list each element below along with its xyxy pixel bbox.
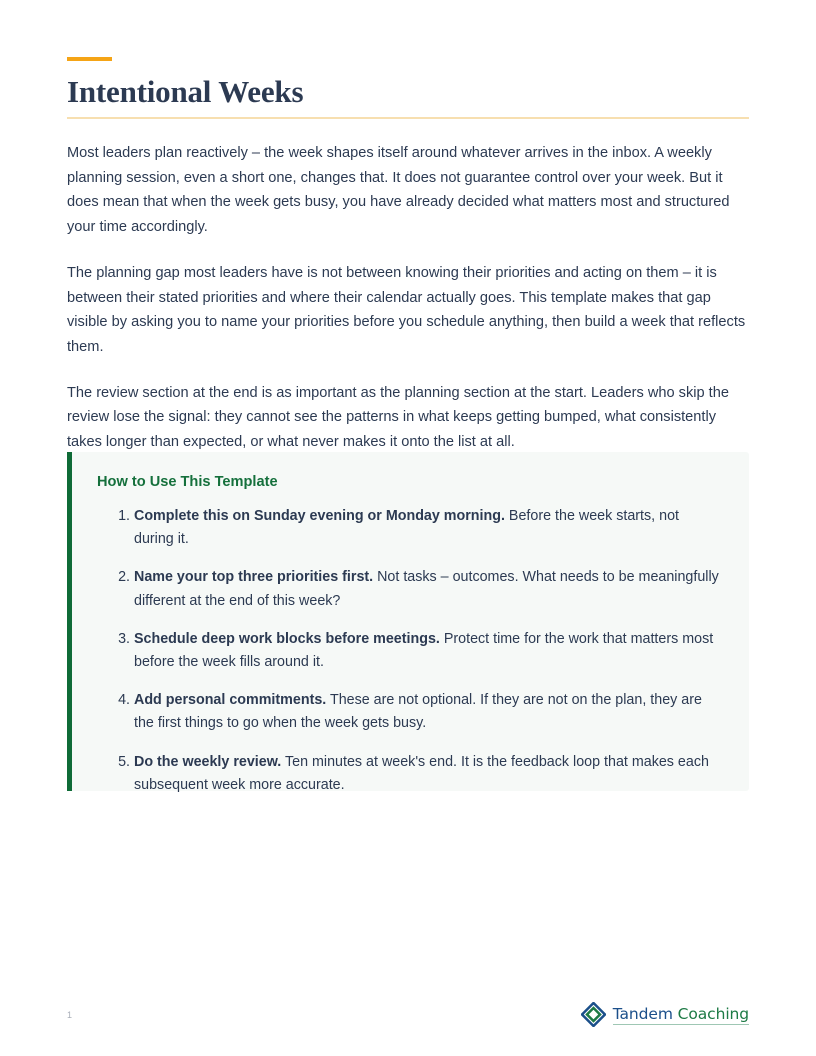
title-divider-rule xyxy=(67,117,749,119)
list-item-rest: Not tasks – outcomes. What needs to be meaningfully different at the end of this week? xyxy=(134,569,719,609)
paragraph-2: The planning gap most leaders have is not between knowing their priorities and acting on them – it is between their stated priorities and where their calendar actually goes. This template makes that gap visible by asking you to name your priorities before you schedule anything, then build a week that reflects them. xyxy=(67,264,746,355)
list-item xyxy=(118,566,719,612)
list-item-rest: Protect time for the work that matters most before the week fills around it. xyxy=(134,630,714,671)
list-item-lead: Complete this on Sunday evening or Monday morning. xyxy=(134,508,505,524)
logo-wordmark xyxy=(613,1005,749,1025)
list-item-lead: Add personal commitments. xyxy=(134,692,327,709)
list-item-lead: Do the weekly review. xyxy=(134,753,282,770)
body-content xyxy=(67,141,749,455)
list-item xyxy=(118,751,719,797)
list-item xyxy=(118,628,719,674)
page-number: 1 xyxy=(67,1010,73,1020)
tandem-diamond-logo-icon xyxy=(581,1002,606,1027)
page-title: Intentional Weeks xyxy=(67,74,304,109)
list-item-rest: Ten minutes at week's end. It is the feedback loop that makes each subsequent week more accurate. xyxy=(134,753,709,793)
logo-word-coaching: Coaching xyxy=(672,1004,749,1023)
list-item xyxy=(118,505,719,551)
paragraph-3: The review section at the end is as important as the planning section at the start. Leaders who skip the review lose the signal: they cannot see the patterns in what keeps getting bumped, what consistently takes longer than expected, or what never makes it onto the list at all. xyxy=(67,384,729,451)
callout-heading: How to Use This Template xyxy=(97,474,278,490)
list-item-lead: Name your top three priorities first. xyxy=(134,569,374,586)
how-to-use-callout xyxy=(67,452,749,791)
title-accent-bar xyxy=(67,57,112,61)
list-item-rest: Before the week starts, not during it. xyxy=(134,508,679,548)
list-item-lead: Schedule deep work blocks before meetings. xyxy=(134,630,440,647)
how-to-use-list xyxy=(72,505,749,797)
list-item-rest: These are not optional. If they are not on the plan, they are the first things to go when the week gets busy. xyxy=(134,692,702,732)
logo-word-tandem: Tandem xyxy=(612,1004,673,1023)
paragraph-1: Most leaders plan reactively – the week shapes itself around whatever arrives in the inbox. A weekly planning session, even a short one, changes that. It does not guarantee control over your week. But it does mean that when the week gets busy, you have already decided what matters most and structured your time accordingly. xyxy=(67,145,730,236)
footer-logo xyxy=(581,1002,749,1027)
list-item xyxy=(118,689,719,735)
